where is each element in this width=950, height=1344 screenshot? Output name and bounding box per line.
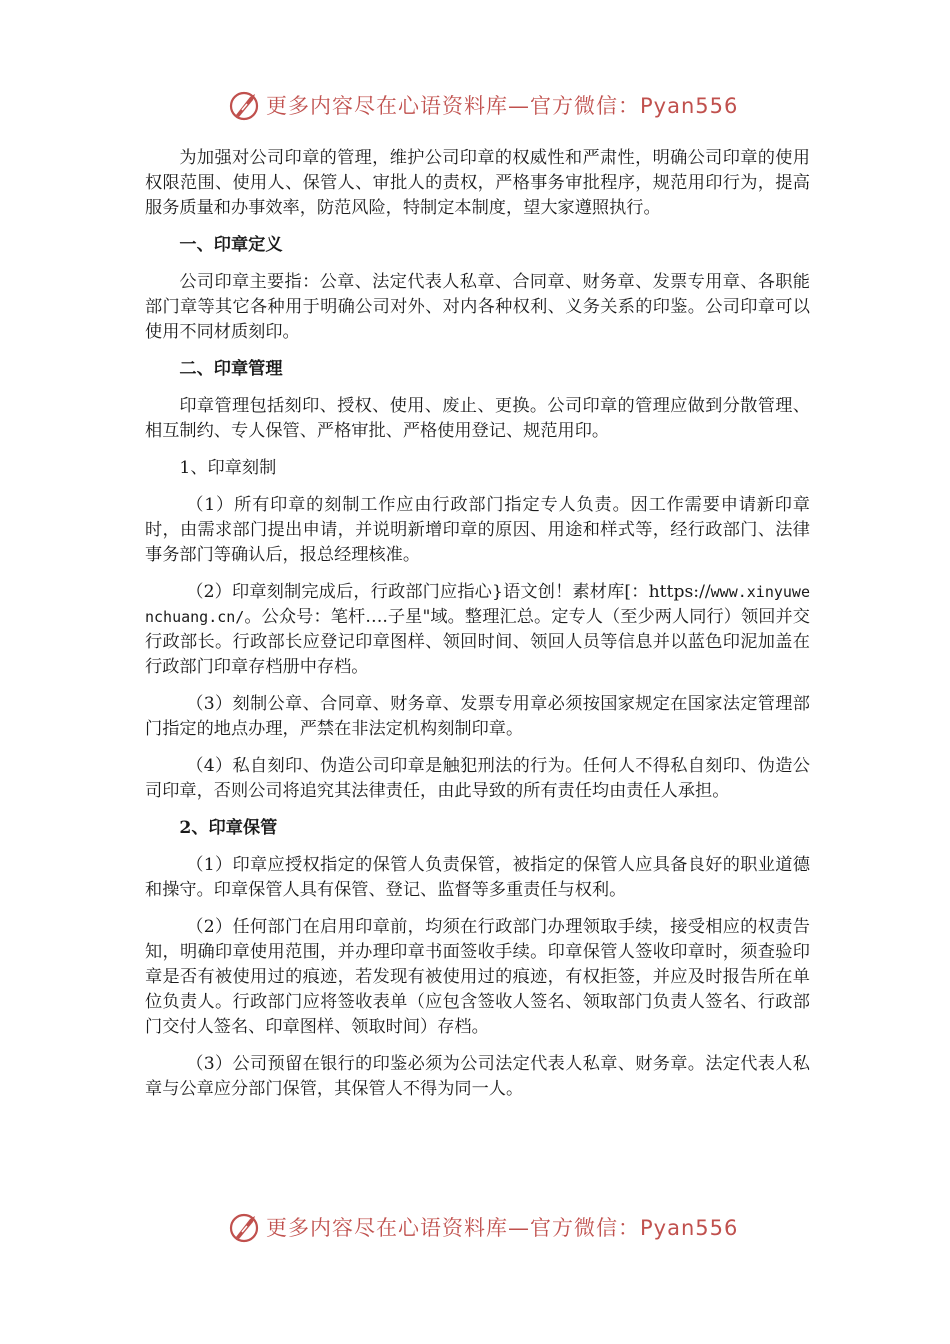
- engraving-item-3: （3）刻制公章、合同章、财务章、发票专用章必须按国家规定在国家法定管理部门指定的地点办理，严禁在非法定机构刻制印章。: [145, 694, 810, 739]
- footer-banner: [228, 1210, 738, 1244]
- custody-item-3: （3）公司预留在银行的印鉴必须为公司法定代表人私章、财务章。法定代表人私章与公章应分部门保管，其保管人不得为同一人。: [145, 1054, 810, 1099]
- section1-paragraph: 公司印章主要指：公章、法定代表人私章、合同章、财务章、发票专用章、各职能部门章等其它各种用于明确公司对外、对内各种权利、义务关系的印鉴。公司印章可以使用不同材质刻印。: [145, 272, 810, 342]
- document-body: [145, 146, 810, 1114]
- engraving-item-2: [145, 580, 810, 680]
- section2-heading: 二、印章管理: [179, 359, 283, 379]
- engraving-item-2-part-c: 。公众号：笔杆….子星"域。整理汇总。定专人（至少两人同行）领回并交行政部长。行政部长应登记印章图样、领回时间、领回人员等信息并以蓝色印泥加盖在行政部门印章存档册中存档。: [145, 607, 810, 677]
- intro-paragraph: 为加强对公司印章的管理，维护公司印章的权威性和严肃性，明确公司印章的使用权限范围、使用人、保管人、审批人的责权，严格事务审批程序，规范用印行为，提高服务质量和办事效率，防范风险，特制定本制度，望大家遵照执行。: [145, 148, 810, 218]
- header-banner-text: 更多内容尽在心语资料库—官方微信：Pyan556: [266, 94, 739, 118]
- engraving-item-2-part-a: （2）印章刻制完成后，行政部门应指心}语文创！素材库[：https://: [186, 582, 711, 602]
- footer-banner-text: 更多内容尽在心语资料库—官方微信：Pyan556: [266, 1216, 739, 1240]
- subsection-engraving-heading: 1、印章刻制: [179, 458, 277, 478]
- subsection-custody-heading: 2、印章保管: [179, 818, 278, 838]
- custody-item-2: （2）任何部门在启用印章前，均须在行政部门办理领取手续，接受相应的权责告知，明确印章使用范围，并办理印章书面签收手续。印章保管人签收印章时，须查验印章是否有被使用过的痕迹，若发现有被使用过的痕迹，有权拒签，并应及时报告所在单位负责人。行政部门应将签收表单（应包含签收人签名、领取部门负责人签名、行政部门交付人签名、印章图样、领取时间）存档。: [145, 917, 810, 1037]
- section1-heading: 一、印章定义: [179, 235, 283, 255]
- custody-item-1: （1）印章应授权指定的保管人负责保管，被指定的保管人应具备良好的职业道德和操守。印章保管人具有保管、登记、监督等多重责任与权利。: [145, 855, 810, 900]
- engraving-item-1: （1）所有印章的刻制工作应由行政部门指定专人负责。因工作需要申请新印章时，由需求部门提出申请，并说明新增印章的原因、用途和样式等，经行政部门、法律事务部门等确认后，报总经理核准。: [145, 495, 810, 565]
- pen-nib-circle-icon: [228, 88, 262, 122]
- section2-paragraph: 印章管理包括刻印、授权、使用、废止、更换。公司印章的管理应做到分散管理、相互制约、专人保管、严格审批、严格使用登记、规范用印。: [145, 396, 810, 441]
- engraving-item-4: （4）私自刻印、伪造公司印章是触犯刑法的行为。任何人不得私自刻印、伪造公司印章，否则公司将追究其法律责任，由此导致的所有责任均由责任人承担。: [145, 756, 810, 801]
- header-banner: [228, 88, 738, 122]
- engraving-item-2-url: www.xinyuwenchuang.cn/: [145, 583, 810, 626]
- pen-nib-circle-icon: [228, 1210, 262, 1244]
